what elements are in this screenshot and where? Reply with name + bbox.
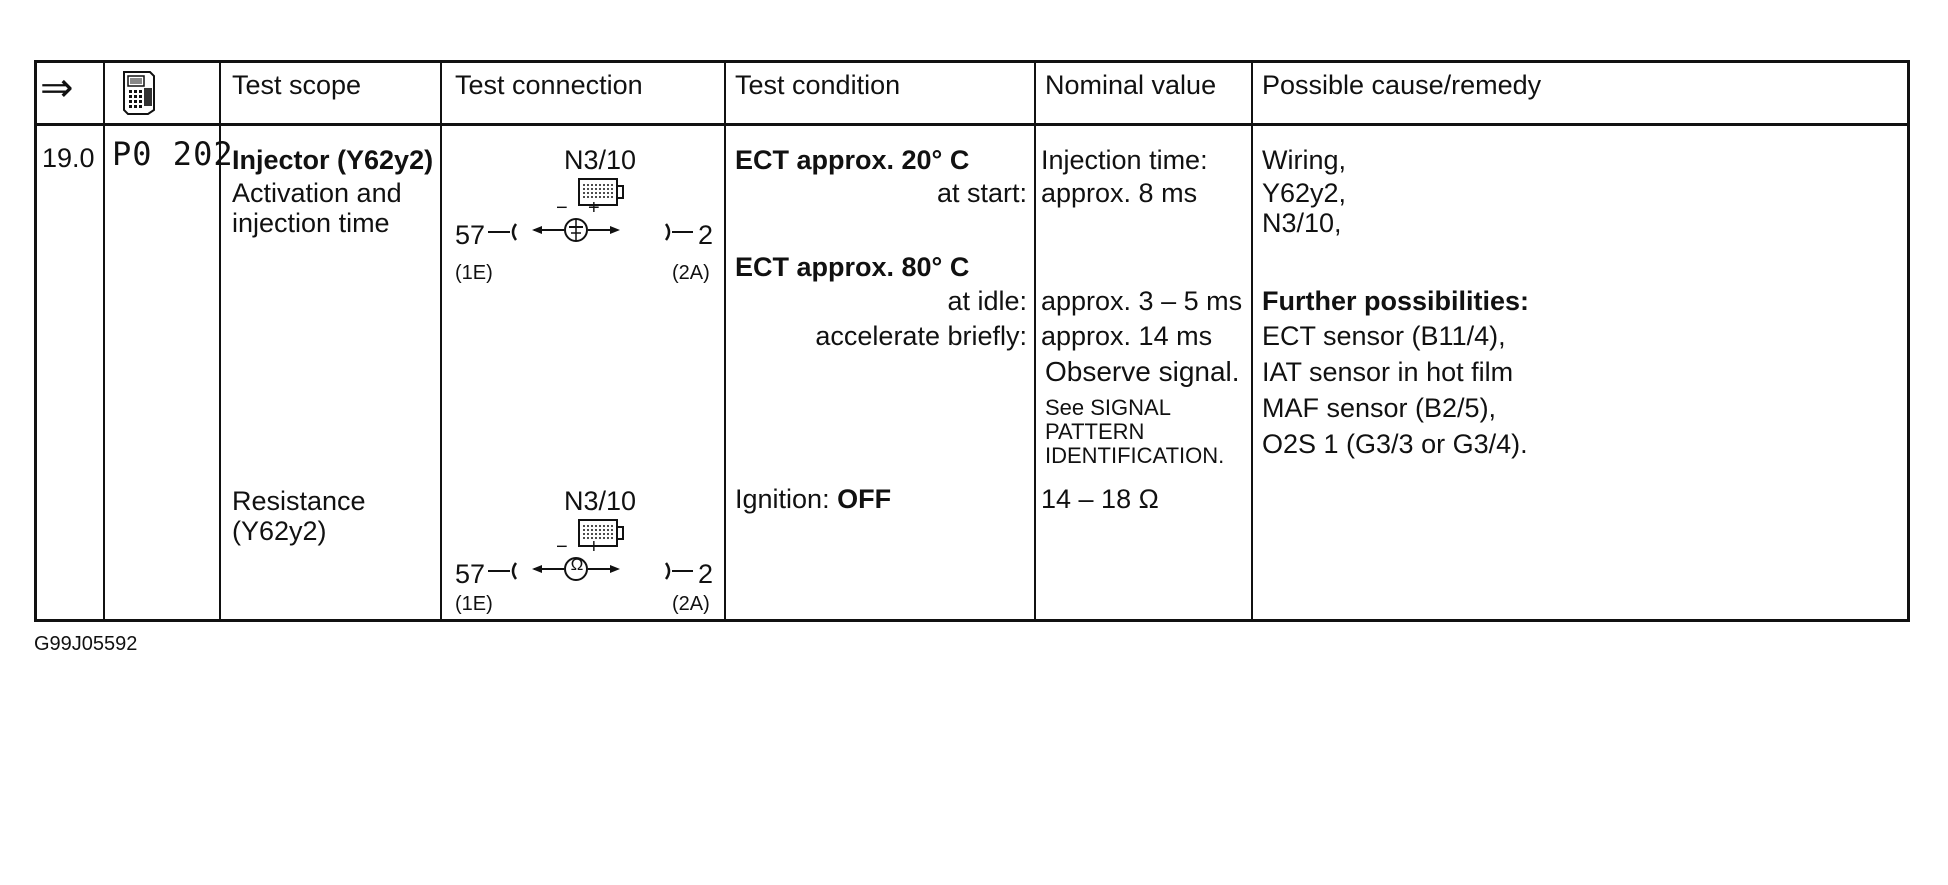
column-divider-6 bbox=[1251, 60, 1253, 622]
ohmmeter-symbol bbox=[488, 549, 713, 589]
nominal-injection-start: approx. 8 ms bbox=[1041, 178, 1198, 208]
header-test-connection: Test connection bbox=[455, 70, 643, 100]
nominal-injection-idle: approx. 3 – 5 ms bbox=[1041, 286, 1243, 316]
connection-1-minus: − bbox=[556, 197, 568, 219]
connection-1-right-sub: (2A) bbox=[672, 262, 710, 284]
connection-1-left-pin: 57 bbox=[455, 220, 486, 250]
scope-line-2: injection time bbox=[232, 208, 390, 238]
header-divider bbox=[34, 123, 1910, 126]
connection-2-left-sub: (1E) bbox=[455, 593, 493, 615]
connection-1-plus: + bbox=[588, 197, 600, 219]
connection-2-right-sub: (2A) bbox=[672, 593, 710, 615]
voltmeter-symbol bbox=[488, 210, 713, 250]
condition-accelerate: accelerate briefly: bbox=[815, 321, 1027, 351]
connection-2-minus: − bbox=[556, 536, 568, 558]
remedy-y62y2: Y62y2, bbox=[1262, 178, 1347, 208]
column-divider-1 bbox=[103, 60, 105, 622]
scope2-line-2: (Y62y2) bbox=[232, 516, 327, 546]
diagnostic-tester-icon bbox=[120, 70, 158, 116]
connection-2-plus: + bbox=[588, 536, 600, 558]
remedy-n3-10: N3/10, bbox=[1262, 208, 1342, 238]
header-nominal-value: Nominal value bbox=[1045, 70, 1217, 100]
nominal-see-signal: See SIGNAL bbox=[1045, 395, 1171, 420]
condition-at-start: at start: bbox=[936, 178, 1027, 208]
connection-1-right-pin: 2 bbox=[698, 220, 714, 250]
remedy-possibility-4: O2S 1 (G3/3 or G3/4). bbox=[1262, 429, 1528, 459]
ohm-symbol: Ω bbox=[570, 555, 584, 574]
header-test-condition: Test condition bbox=[735, 70, 901, 100]
condition-at-idle: at idle: bbox=[947, 286, 1027, 316]
fault-code: P0 202 bbox=[112, 135, 234, 173]
header-test-scope: Test scope bbox=[232, 70, 362, 100]
scope-title: Injector (Y62y2) bbox=[232, 145, 434, 175]
condition-ignition bbox=[735, 483, 891, 515]
nominal-observe-signal: Observe signal. bbox=[1045, 356, 1240, 387]
connection-2-component: N3/10 bbox=[563, 486, 637, 516]
connection-1-left-sub: (1E) bbox=[455, 262, 493, 284]
figure-id: G99J05592 bbox=[34, 633, 138, 655]
connection-2-right-pin: 2 bbox=[698, 559, 714, 589]
nominal-resistance: 14 – 18 Ω bbox=[1041, 484, 1159, 514]
condition-ect-20: ECT approx. 20° C bbox=[735, 145, 970, 175]
connector-icon bbox=[578, 519, 624, 549]
remedy-possibility-3: MAF sensor (B2/5), bbox=[1262, 393, 1497, 423]
nominal-injection-label: Injection time: bbox=[1041, 145, 1208, 175]
condition-ect-80: ECT approx. 80° C bbox=[735, 252, 970, 282]
remedy-possibility-1: ECT sensor (B11/4), bbox=[1262, 321, 1506, 351]
ignition-value: OFF bbox=[837, 484, 892, 514]
header-arrow: ⇒ bbox=[40, 66, 74, 110]
nominal-injection-accel: approx. 14 ms bbox=[1041, 321, 1213, 351]
step-number: 19.0 bbox=[42, 143, 95, 173]
column-divider-5 bbox=[1034, 60, 1036, 622]
scope2-line-1: Resistance bbox=[232, 486, 366, 516]
scope-line-1: Activation and bbox=[232, 178, 402, 208]
remedy-further-possibilities: Further possibilities: bbox=[1262, 286, 1530, 316]
column-divider-3 bbox=[440, 60, 442, 622]
connector-icon bbox=[578, 178, 624, 208]
ignition-label: Ignition: bbox=[735, 484, 838, 514]
column-divider-4 bbox=[724, 60, 726, 622]
remedy-possibility-2: IAT sensor in hot film bbox=[1262, 357, 1514, 387]
nominal-pattern: PATTERN bbox=[1045, 419, 1145, 444]
remedy-wiring: Wiring, bbox=[1262, 145, 1347, 175]
connection-2-left-pin: 57 bbox=[455, 559, 486, 589]
connection-1-component: N3/10 bbox=[563, 145, 637, 175]
nominal-identification: IDENTIFICATION. bbox=[1045, 443, 1225, 468]
header-possible-cause: Possible cause/remedy bbox=[1262, 70, 1542, 100]
